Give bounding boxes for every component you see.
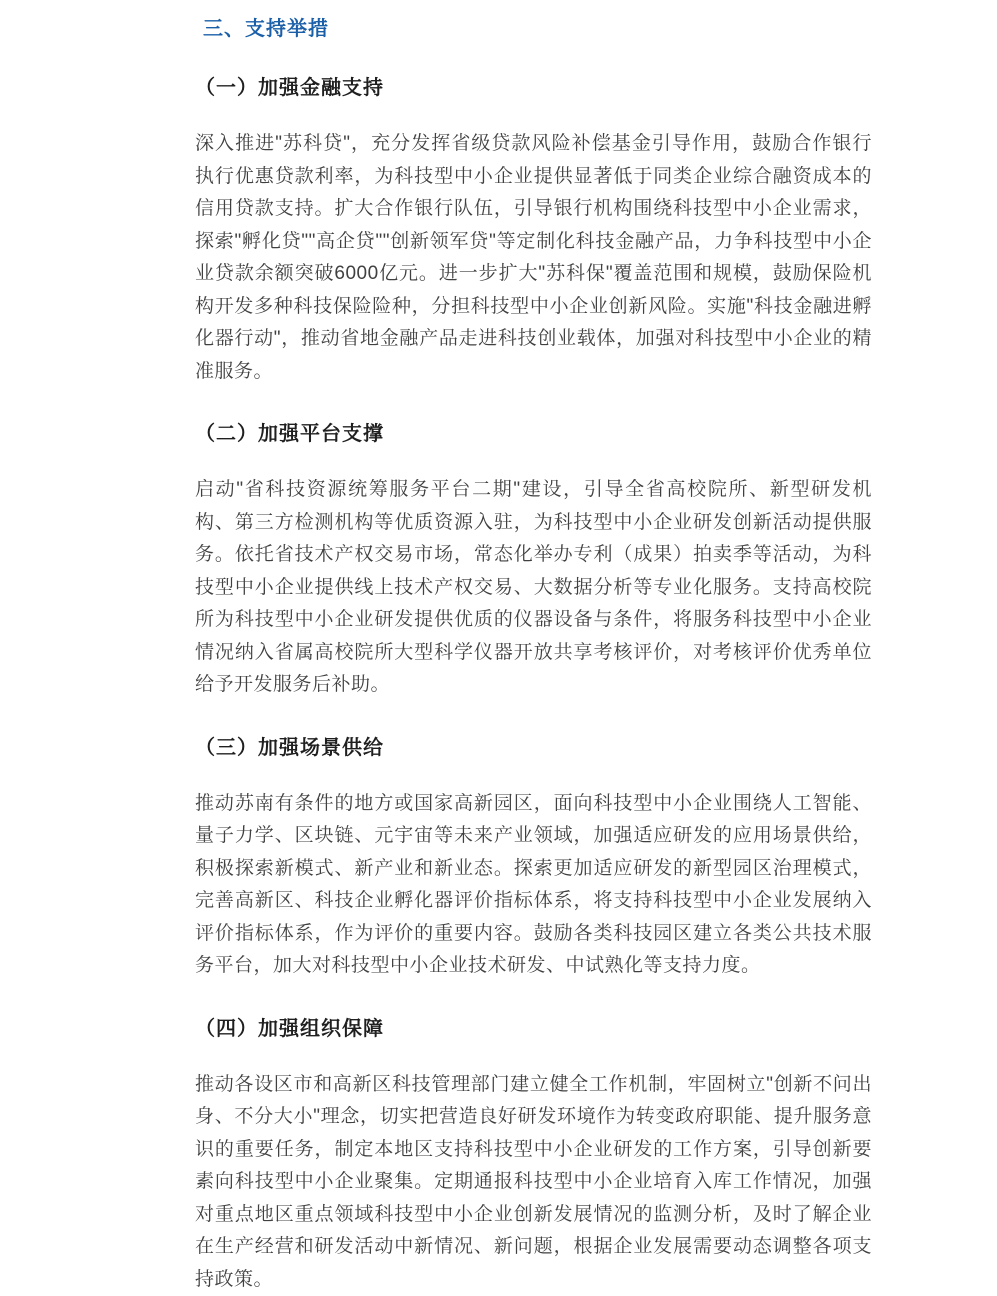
section-paragraph-scenario-supply: 推动苏南有条件的地方或国家高新园区，面向科技型中小企业围绕人工智能、量子力学、区块链、元宇宙等未来产业领域，加强适应研发的应用场景供给，积极探索新模式、新产业和新业态。探索更加适应研发的新型园区治理模式，完善高新区、科技企业孵化器评价指标体系，将支持科技型中小企业发展纳入评价指标体系，作为评价的重要内容。鼓励各类科技园区建立各类公共技术服务平台，加大对科技型中小企业技术研发、中试熟化等支持力度。: [195, 788, 872, 983]
section-heading-organizational-guarantee: （四）加强组织保障: [195, 1016, 872, 1043]
document-section-title: 三、支持举措: [203, 16, 872, 42]
section-organizational-guarantee: [195, 1016, 872, 1296]
section-heading-financial-support: （一）加强金融支持: [195, 75, 872, 102]
section-paragraph-financial-support: 深入推进"苏科贷"，充分发挥省级贷款风险补偿基金引导作用，鼓励合作银行执行优惠贷款利率，为科技型中小企业提供显著低于同类企业综合融资成本的信用贷款支持。扩大合作银行队伍，引导银行机构围绕科技型中小企业需求，探索"孵化贷""高企贷""创新领军贷"等定制化科技金融产品，力争科技型中小企业贷款余额突破6000亿元。进一步扩大"苏科保"覆盖范围和规模，鼓励保险机构开发多种科技保险险种，分担科技型中小企业创新风险。实施"科技金融进孵化器行动"，推动省地金融产品走进科技创业载体，加强对科技型中小企业的精准服务。: [195, 128, 872, 388]
section-paragraph-organizational-guarantee: 推动各设区市和高新区科技管理部门建立健全工作机制，牢固树立"创新不问出身、不分大小"理念，切实把营造良好研发环境作为转变政府职能、提升服务意识的重要任务，制定本地区支持科技型中小企业研发的工作方案，引导创新要素向科技型中小企业聚集。定期通报科技型中小企业培育入库工作情况，加强对重点地区重点领域科技型中小企业创新发展情况的监测分析，及时了解企业在生产经营和研发活动中新情况、新问题，根据企业发展需要动态调整各项支持政策。: [195, 1069, 872, 1296]
section-scenario-supply: [195, 735, 872, 983]
section-heading-scenario-supply: （三）加强场景供给: [195, 735, 872, 762]
section-financial-support: [195, 75, 872, 388]
section-paragraph-platform-support: 启动"省科技资源统筹服务平台二期"建设，引导全省高校院所、新型研发机构、第三方检测机构等优质资源入驻，为科技型中小企业研发创新活动提供服务。依托省技术产权交易市场，常态化举办专利（成果）拍卖季等活动，为科技型中小企业提供线上技术产权交易、大数据分析等专业化服务。支持高校院所为科技型中小企业研发提供优质的仪器设备与条件，将服务科技型中小企业情况纳入省属高校院所大型科学仪器开放共享考核评价，对考核评价优秀单位给予开发服务后补助。: [195, 474, 872, 702]
section-platform-support: [195, 421, 872, 702]
section-heading-platform-support: （二）加强平台支撑: [195, 421, 872, 448]
document-body: [195, 0, 872, 1296]
